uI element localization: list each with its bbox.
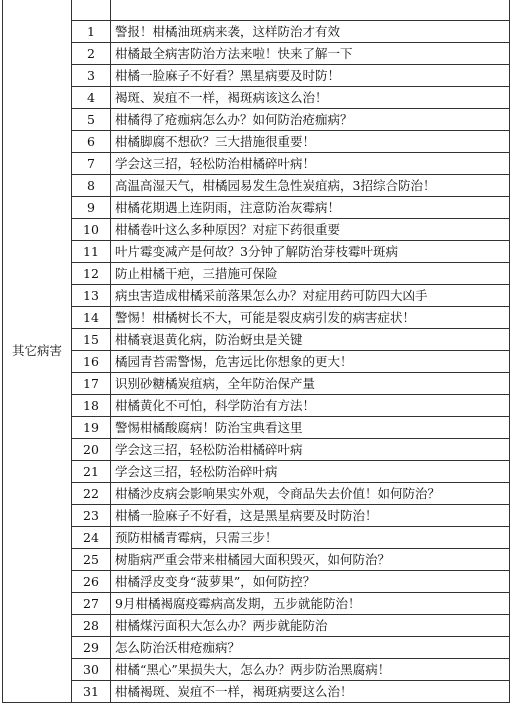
table-row [3,307,510,329]
row-number-cell: 3 [72,65,111,87]
table-row [3,593,510,615]
article-title-cell: 橘园青苔需警惕，危害远比你想象的更大！ [111,351,510,373]
article-title-cell: 学会这三招，轻松防治碎叶病 [111,461,510,483]
row-number-cell: 24 [72,527,111,549]
article-title-cell: 学会这三招，轻松防治柑橘碎叶病 [111,439,510,461]
row-number-cell: 18 [72,395,111,417]
row-number-cell: 8 [72,175,111,197]
table-row [3,351,510,373]
article-title-cell: 柑橘黄化不可怕，科学防治有方法！ [111,395,510,417]
row-number-cell: 21 [72,461,111,483]
table-row [3,659,510,681]
row-number-cell: 19 [72,417,111,439]
article-title-cell: 识别砂糖橘炭疽病，全年防治保产量 [111,373,510,395]
table-row [3,131,510,153]
table-row [3,0,510,21]
table-row [3,483,510,505]
row-number-cell: 26 [72,571,111,593]
row-number-cell: 7 [72,153,111,175]
article-title-cell: 柑橘浮皮变身“菠萝果”，如何防控？ [111,571,510,593]
article-title-cell: 病虫害造成柑橘采前落果怎么办？对症用药可防四大凶手 [111,285,510,307]
row-number-cell: 29 [72,637,111,659]
table-row [3,681,510,703]
article-title-cell: 柑橘沙皮病会影响果实外观，令商品失去价值！如何防治？ [111,483,510,505]
article-title-cell: 柑橘脚腐不想砍？三大措施很重要！ [111,131,510,153]
row-number-cell: 10 [72,219,111,241]
table-row [3,329,510,351]
article-title-cell: 柑橘一脸麻子不好看，这是黑星病要及时防治！ [111,505,510,527]
row-number-cell: 4 [72,87,111,109]
row-number-cell: 2 [72,43,111,65]
row-number-cell: 30 [72,659,111,681]
row-number-cell: 31 [72,681,111,703]
article-title-cell: 柑橘煤污面积大怎么办？两步就能防治 [111,615,510,637]
article-title-cell: 警报！柑橘油斑病来袭，这样防治才有效 [111,21,510,43]
table-row [3,21,510,43]
article-title-cell [111,0,510,21]
table-row [3,439,510,461]
category-cell: 其它病害 [3,0,72,703]
table-row [3,527,510,549]
row-number-cell: 27 [72,593,111,615]
table-row [3,637,510,659]
row-number-cell: 15 [72,329,111,351]
table-row [3,109,510,131]
table-row [3,373,510,395]
article-title-cell: 柑橘衰退黄化病，防治蚜虫是关键 [111,329,510,351]
article-title-cell: 怎么防治沃柑疮痂病？ [111,637,510,659]
article-title-cell: 警惕！柑橘树长不大，可能是裂皮病引发的病害症状！ [111,307,510,329]
article-title-cell: 树脂病严重会带来柑橘园大面积毁灭，如何防治？ [111,549,510,571]
article-title-cell: 9月柑橘褐腐疫霉病高发期，五步就能防治！ [111,593,510,615]
article-title-cell: 柑橘最全病害防治方法来啦！快来了解一下 [111,43,510,65]
table-row [3,241,510,263]
row-number-cell: 28 [72,615,111,637]
table-row [3,417,510,439]
table-row [3,505,510,527]
row-number-cell: 11 [72,241,111,263]
row-number-cell: 17 [72,373,111,395]
article-title-cell: 柑橘褐斑、炭疽不一样，褐斑病要这么治！ [111,681,510,703]
table-row [3,219,510,241]
article-title-cell: 防止柑橘干疤，三措施可保险 [111,263,510,285]
table-row [3,571,510,593]
table-row [3,263,510,285]
row-number-cell: 12 [72,263,111,285]
row-number-cell: 14 [72,307,111,329]
table-row [3,153,510,175]
article-title-cell: 柑橘一脸麻子不好看？黑星病要及时防！ [111,65,510,87]
row-number-cell: 6 [72,131,111,153]
row-number-cell: 9 [72,197,111,219]
table-row [3,615,510,637]
row-number-cell: 5 [72,109,111,131]
table-row [3,285,510,307]
article-table-body [3,0,510,703]
row-number-cell: 25 [72,549,111,571]
article-title-cell: 学会这三招，轻松防治柑橘碎叶病！ [111,153,510,175]
article-title-cell: 柑橘花期遇上连阴雨，注意防治灰霉病！ [111,197,510,219]
article-title-cell: 柑橘卷叶这么多种原因？对症下药很重要 [111,219,510,241]
article-title-cell: 预防柑橘青霉病，只需三步！ [111,527,510,549]
table-row [3,175,510,197]
table-row [3,461,510,483]
article-title-cell: 柑橘得了疮痂病怎么办？如何防治疮痂病？ [111,109,510,131]
table-row [3,87,510,109]
row-number-cell: 16 [72,351,111,373]
row-number-cell: 20 [72,439,111,461]
table-row [3,43,510,65]
article-title-cell: 褐斑、炭疽不一样，褐斑病该这么治！ [111,87,510,109]
article-title-cell: 高温高湿天气，柑橘园易发生急性炭疽病，3招综合防治！ [111,175,510,197]
table-row [3,395,510,417]
table-row [3,65,510,87]
row-number-cell: 1 [72,21,111,43]
table-row [3,549,510,571]
row-number-cell [72,0,111,21]
article-table [2,0,510,703]
row-number-cell: 22 [72,483,111,505]
row-number-cell: 23 [72,505,111,527]
row-number-cell: 13 [72,285,111,307]
article-title-cell: 柑橘“黑心”果损失大，怎么办？两步防治黑腐病！ [111,659,510,681]
article-title-cell: 警惕柑橘酸腐病！防治宝典看这里 [111,417,510,439]
article-title-cell: 叶片霉变减产是何故？3分钟了解防治芽枝霉叶斑病 [111,241,510,263]
table-row [3,197,510,219]
